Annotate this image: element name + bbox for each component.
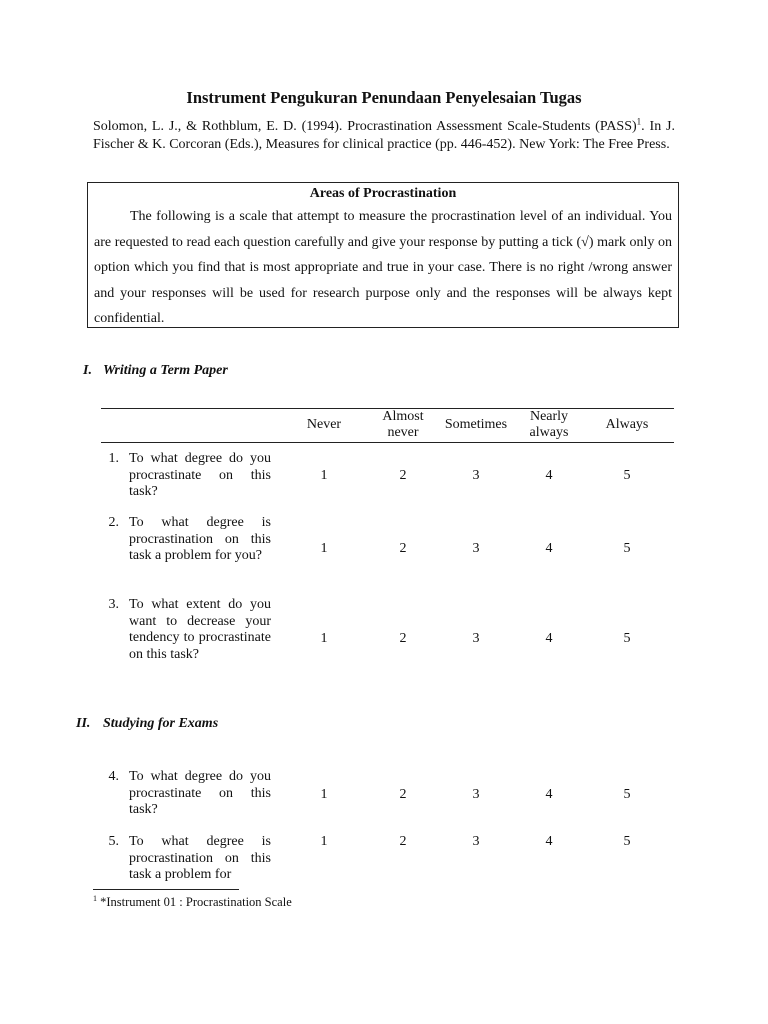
scale-header-line: Never: [306, 417, 342, 432]
scale-option-4[interactable]: 4: [545, 834, 553, 849]
citation-part1: Solomon, L. J., & Rothblum, E. D. (1994). Procrastination Assessment Scale-Students (PASS): [93, 119, 637, 134]
document-title: Instrument Pengukuran Penundaan Penyelesaian Tugas: [186, 88, 582, 107]
footnote-text: *Instrument 01 : Procrastination Scale: [97, 895, 292, 910]
section-heading-2: [76, 716, 218, 732]
scale-header-line: Sometimes: [444, 417, 508, 432]
scale-option-2[interactable]: 2: [399, 541, 407, 556]
scale-header-4: [504, 409, 594, 441]
citation-part2: . In J. Fischer & K. Corcoran (Eds.), Measures for clinical practice (pp. 446-452). New York: The Free Press.: [93, 119, 675, 152]
scale-header-1: [279, 417, 369, 433]
scale-option-5[interactable]: 5: [623, 541, 631, 556]
scale-option-5[interactable]: 5: [623, 787, 631, 802]
scale-option-4[interactable]: 4: [545, 468, 553, 483]
instructions-box: [87, 182, 679, 328]
scale-option-5[interactable]: 5: [623, 468, 631, 483]
scale-option-2[interactable]: 2: [399, 787, 407, 802]
scale-option-5[interactable]: 5: [623, 631, 631, 646]
section-number: I.: [83, 363, 92, 378]
section-number: II.: [76, 716, 91, 731]
table-header-rule: [101, 442, 674, 443]
instructions-heading: Areas of Procrastination: [309, 186, 457, 201]
section-title: Writing a Term Paper: [103, 363, 228, 378]
citation-footnote-mark: 1: [636, 116, 642, 127]
scale-option-3[interactable]: 3: [472, 834, 480, 849]
question-number: 4.: [108, 769, 119, 784]
scale-header-5: [582, 417, 672, 433]
scale-option-2[interactable]: 2: [399, 631, 407, 646]
scale-option-3[interactable]: 3: [472, 468, 480, 483]
footnote-mark: 1: [93, 894, 97, 903]
scale-header-line: always: [529, 425, 569, 440]
question-number: 5.: [108, 834, 119, 849]
scale-option-2[interactable]: 2: [399, 834, 407, 849]
scale-option-3[interactable]: 3: [472, 631, 480, 646]
question-text: To what extent do you want to decrease your tendency to procrastinate on this task?: [129, 597, 271, 662]
scale-option-3[interactable]: 3: [472, 541, 480, 556]
footnote-divider: [93, 889, 239, 890]
scale-option-1[interactable]: 1: [320, 834, 328, 849]
scale-header-line: Almost: [382, 409, 424, 424]
scale-option-1[interactable]: 1: [320, 631, 328, 646]
section-heading-1: [83, 363, 228, 379]
scale-option-1[interactable]: 1: [320, 468, 328, 483]
scale-option-4[interactable]: 4: [545, 787, 553, 802]
scale-option-1[interactable]: 1: [320, 541, 328, 556]
footnote: [93, 894, 292, 910]
question-text: To what degree is procrastination on this task a problem for: [129, 834, 271, 882]
section-title: Studying for Exams: [103, 716, 219, 731]
question-number: 1.: [108, 451, 119, 466]
citation: [93, 118, 675, 154]
scale-option-1[interactable]: 1: [320, 787, 328, 802]
scale-header-line: Nearly: [529, 409, 569, 424]
question-text: To what degree do you procrastinate on this task?: [129, 451, 271, 499]
scale-header-line: never: [387, 425, 419, 440]
scale-option-3[interactable]: 3: [472, 787, 480, 802]
scale-option-4[interactable]: 4: [545, 631, 553, 646]
instructions-body: The following is a scale that attempt to measure the procrastination level of an individual. You are requested to read each question carefully and give your response by putting a tick (√) mark only on option which you find that is most appropriate and true in your case. There is no right /wrong answer and your responses will be used for research purpose only and the responses will be always kept confidential.: [94, 209, 672, 326]
question-text: To what degree do you procrastinate on this task?: [129, 769, 271, 817]
scale-option-5[interactable]: 5: [623, 834, 631, 849]
scale-option-4[interactable]: 4: [545, 541, 553, 556]
question-text: To what degree is procrastination on this task a problem for you?: [129, 515, 271, 563]
scale-header-line: Always: [605, 417, 649, 432]
scale-option-2[interactable]: 2: [399, 468, 407, 483]
question-number: 2.: [108, 515, 119, 530]
question-number: 3.: [108, 597, 119, 612]
